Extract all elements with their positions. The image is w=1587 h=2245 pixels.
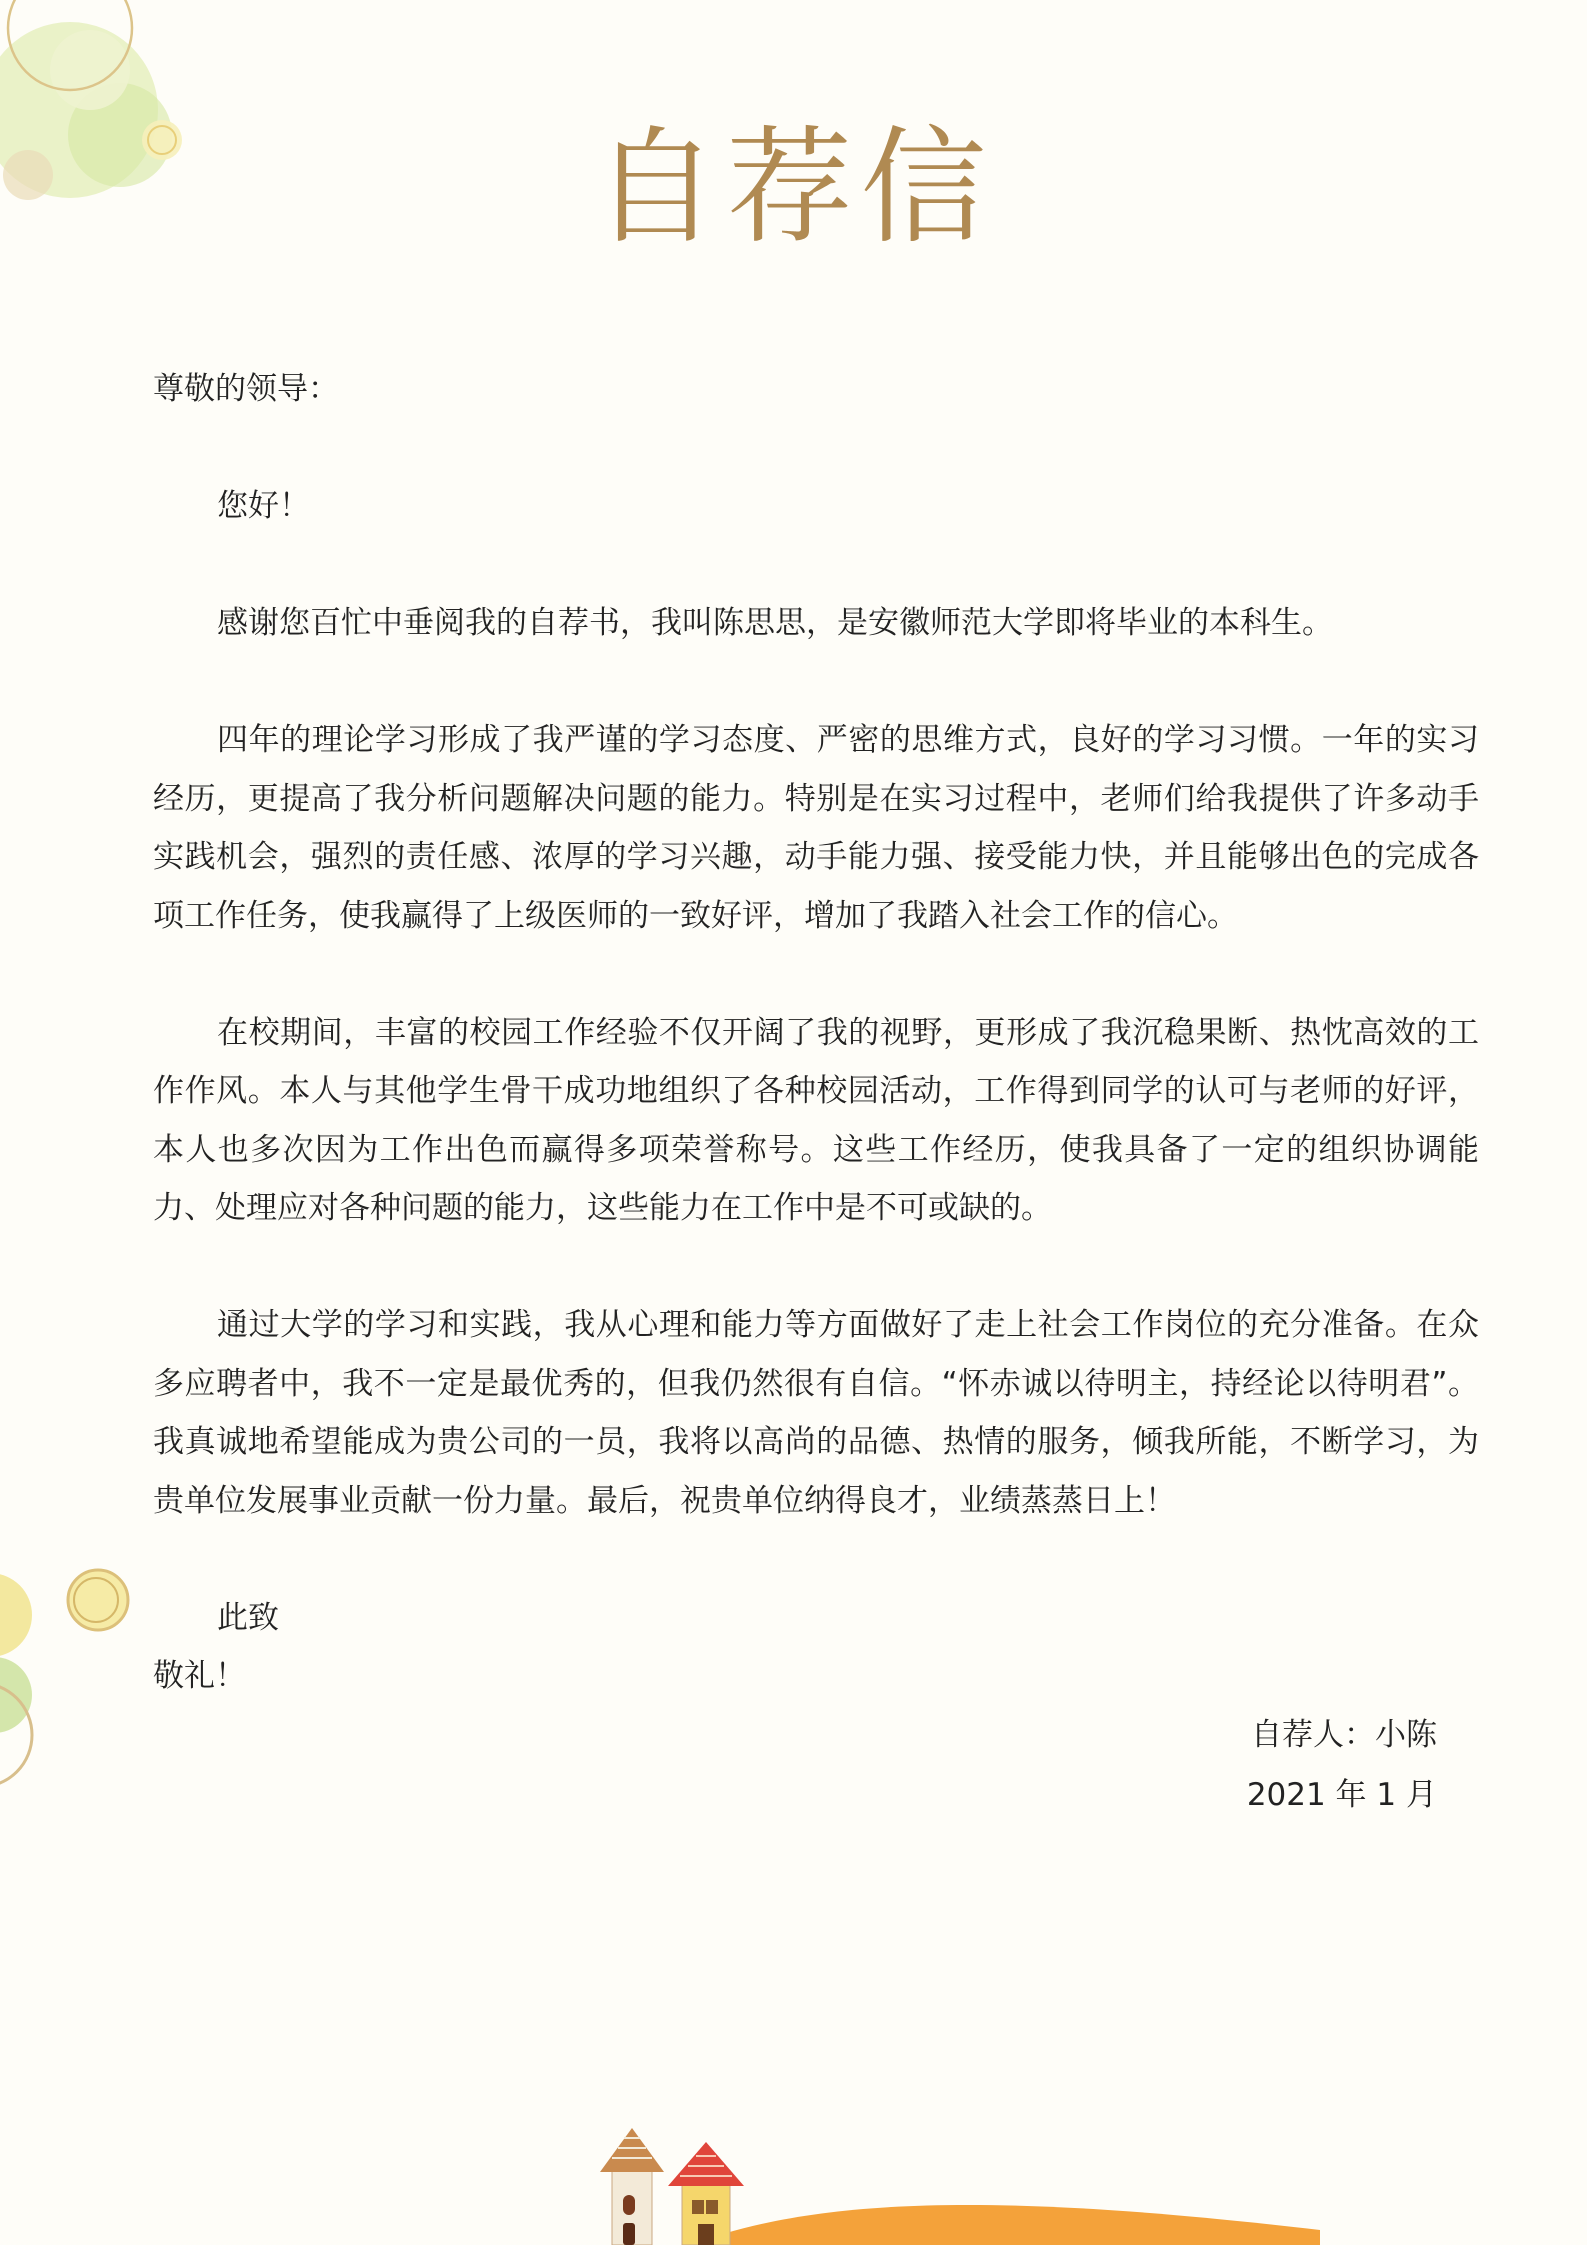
spacer [153,536,1479,595]
page-title: 自荐信 [592,114,995,261]
house-illustration-icon [600,2128,664,2245]
spacer [153,1530,1479,1589]
yellow-ring-inner [74,1578,118,1622]
paragraph: 在校期间，丰富的校园工作经验不仅开阔了我的视野，更形成了我沉稳果断、热忱高效的工作作风。本人与其他学生骨干成功地组织了各种校园活动，工作得到同学的认可与老师的好评，本人也多次因为工作出色而赢得多项荣誉称号。这些工作经历，使我具备了一定的组织协调能力、处理应对各种问题的能力，这些能力在工作中是不可或缺的。 [153,1014,1479,1226]
left-side-circles-decoration [0,1520,150,1850]
salutation: 尊敬的领导： [153,371,339,407]
spacer [153,945,1479,1004]
house-illustration-icon [668,2142,744,2245]
yellow-ring [68,1570,128,1630]
paragraph: 感谢您百忙中垂阅我的自荐书，我叫陈思思，是安徽师范大学即将毕业的本科生。 [217,605,1333,641]
closing: 此致 [217,1599,279,1636]
spacer [153,653,1479,712]
half-yellow-circle [0,1573,32,1657]
signature-name: 自荐人：小陈 [1251,1717,1437,1753]
greeting: 您好！ [217,488,310,524]
paragraph: 通过大学的学习和实践，我从心理和能力等方面做好了走上社会工作岗位的充分准备。在众多应聘者中，我不一定是最优秀的，但我仍然很有自信。“怀赤诚以待明主，持经论以待明君”。我真诚地希望能成为贵公司的一员，我将以高尚的品德、热情的服务，倾我所能，不断学习，为贵单位发展事业贡献一份力量。最后，祝贵单位纳得良才，业绩蒸蒸日上！ [153,1307,1479,1519]
beige-outline-arc [0,1683,32,1787]
half-green-circle [0,1657,32,1733]
bottom-houses-decoration [560,2120,1320,2245]
paragraph: 四年的理论学习形成了我严谨的学习态度、严密的思维方式，良好的学习习惯。一年的实习经历，更提高了我分析问题解决问题的能力。特别是在实习过程中，老师们给我提供了许多动手实践机会，强烈的责任感、浓厚的学习兴趣，动手能力强、接受能力快，并且能够出色的完成各项工作任务，使我赢得了上级医师的一致好评，增加了我踏入社会工作的信心。 [153,722,1479,934]
signature-date: 2021 年 1 月 [1246,1777,1437,1813]
regards: 敬礼！ [153,1658,246,1694]
spacer [153,419,1479,478]
orange-ground [690,2205,1320,2245]
outline-ring-top [8,0,132,90]
signature-block [1247,1705,1437,1825]
pale-circle [50,30,130,110]
spacer [153,1238,1479,1297]
letter-body [153,360,1479,1706]
